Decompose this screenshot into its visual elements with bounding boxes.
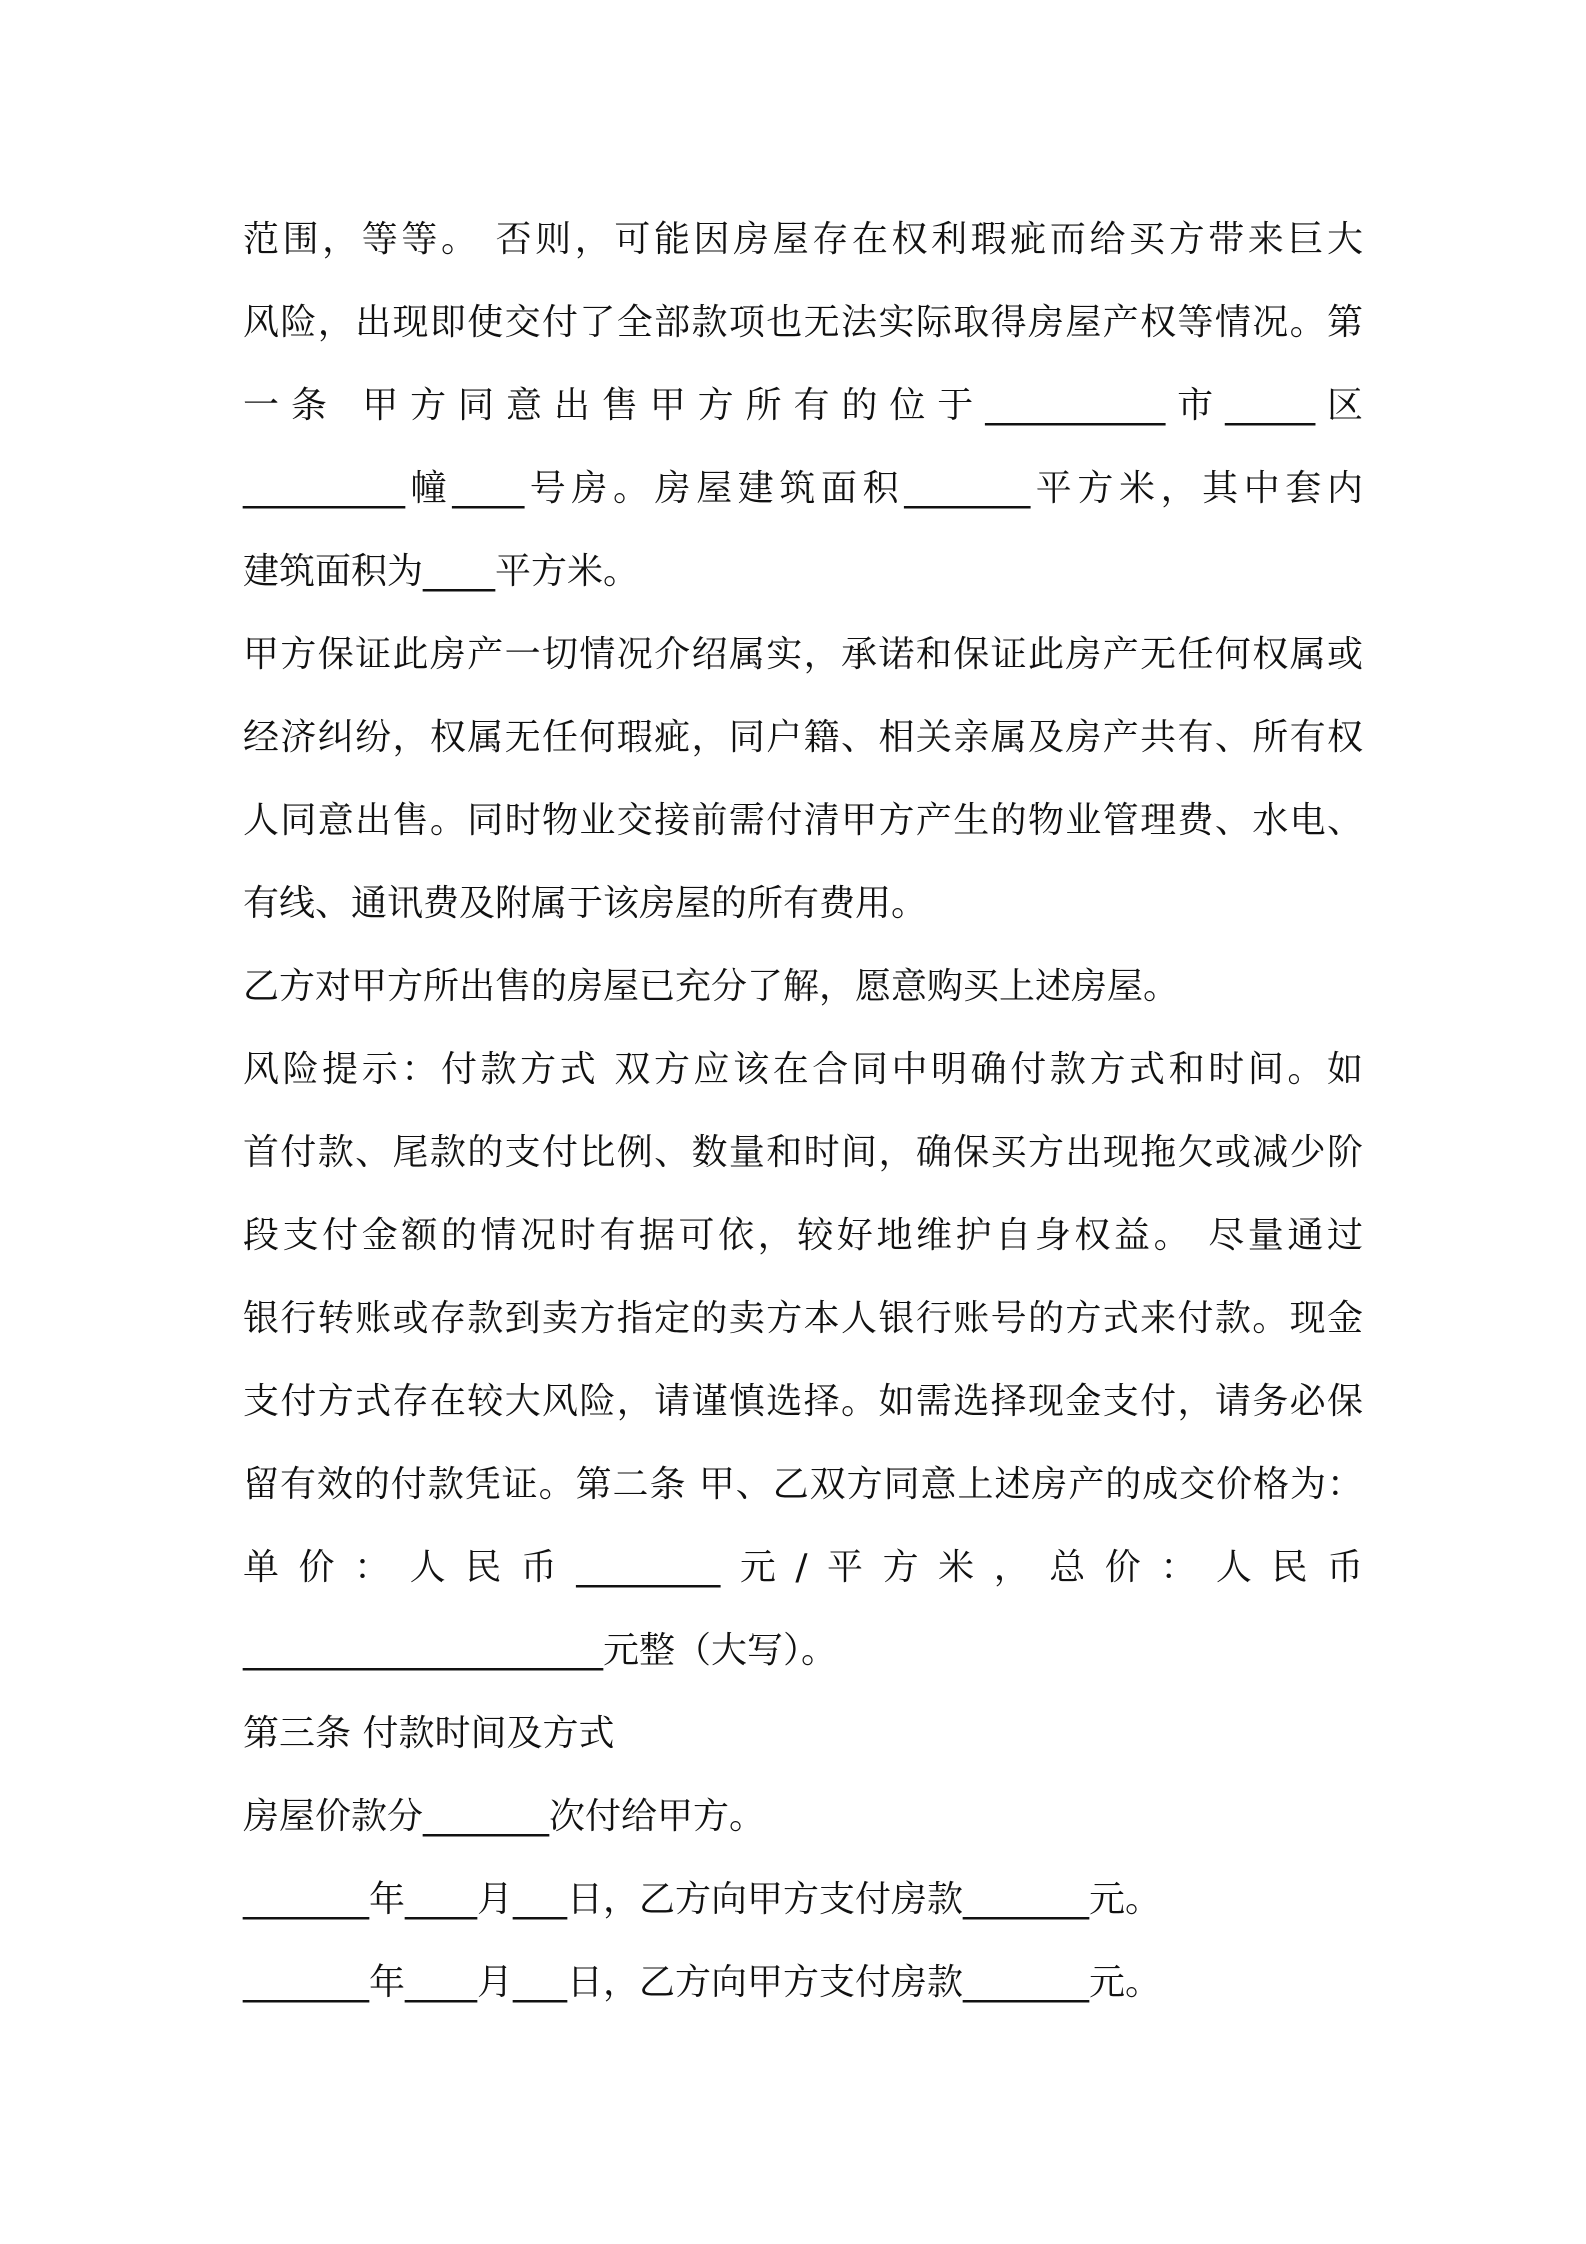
text-line: 留有效的付款凭证。第二条 甲、乙双方同意上述房产的成交价格为： bbox=[243, 1464, 1363, 1505]
text-line: 银行转账或存款到卖方指定的卖方本人银行账号的方式来付款。现金 bbox=[243, 1298, 1363, 1339]
text-line: 一条 甲方同意出售甲方所有的位于__________市_____区 bbox=[243, 385, 1363, 426]
contract-text-body bbox=[243, 198, 1363, 2024]
text-line: 乙方对甲方所出售的房屋已充分了解，愿意购买上述房屋。 bbox=[243, 966, 1180, 1007]
payment-line: _______年____月___日，乙方向甲方支付房款_______元。 bbox=[243, 1879, 1162, 1920]
text-line: 首付款、尾款的支付比例、数量和时间，确保买方出现拖欠或减少阶 bbox=[243, 1132, 1363, 1173]
payment-line: _______年____月___日，乙方向甲方支付房款_______元。 bbox=[243, 1962, 1162, 2003]
text-line: 范围，等等。 否则，可能因房屋存在权利瑕疵而给买方带来巨大 bbox=[243, 219, 1363, 260]
text-line: 单价：人民币________元/平方米，总价：人民币 bbox=[243, 1547, 1363, 1588]
section-heading: 第三条 付款时间及方式 bbox=[243, 1713, 615, 1754]
text-line: _________幢____号房。房屋建筑面积_______平方米，其中套内 bbox=[243, 468, 1363, 509]
text-line: ____________________元整（大写）。 bbox=[243, 1630, 838, 1671]
text-line: 段支付金额的情况时有据可依，较好地维护自身权益。 尽量通过 bbox=[243, 1215, 1363, 1256]
text-line: 风险提示：付款方式 双方应该在合同中明确付款方式和时间。如 bbox=[243, 1049, 1363, 1090]
text-line: 支付方式存在较大风险，请谨慎选择。如需选择现金支付，请务必保 bbox=[243, 1381, 1363, 1422]
text-line: 有线、通讯费及附属于该房屋的所有费用。 bbox=[243, 883, 928, 924]
text-line: 风险，出现即使交付了全部款项也无法实际取得房屋产权等情况。第 bbox=[243, 302, 1363, 343]
text-line: 房屋价款分_______次付给甲方。 bbox=[243, 1796, 766, 1837]
text-line: 建筑面积为____平方米。 bbox=[243, 551, 640, 592]
text-line: 甲方保证此房产一切情况介绍属实，承诺和保证此房产无任何权属或 bbox=[243, 634, 1363, 675]
text-line: 人同意出售。同时物业交接前需付清甲方产生的物业管理费、水电、 bbox=[243, 800, 1363, 841]
text-line: 经济纠纷，权属无任何瑕疵，同户籍、相关亲属及房产共有、所有权 bbox=[243, 717, 1363, 758]
